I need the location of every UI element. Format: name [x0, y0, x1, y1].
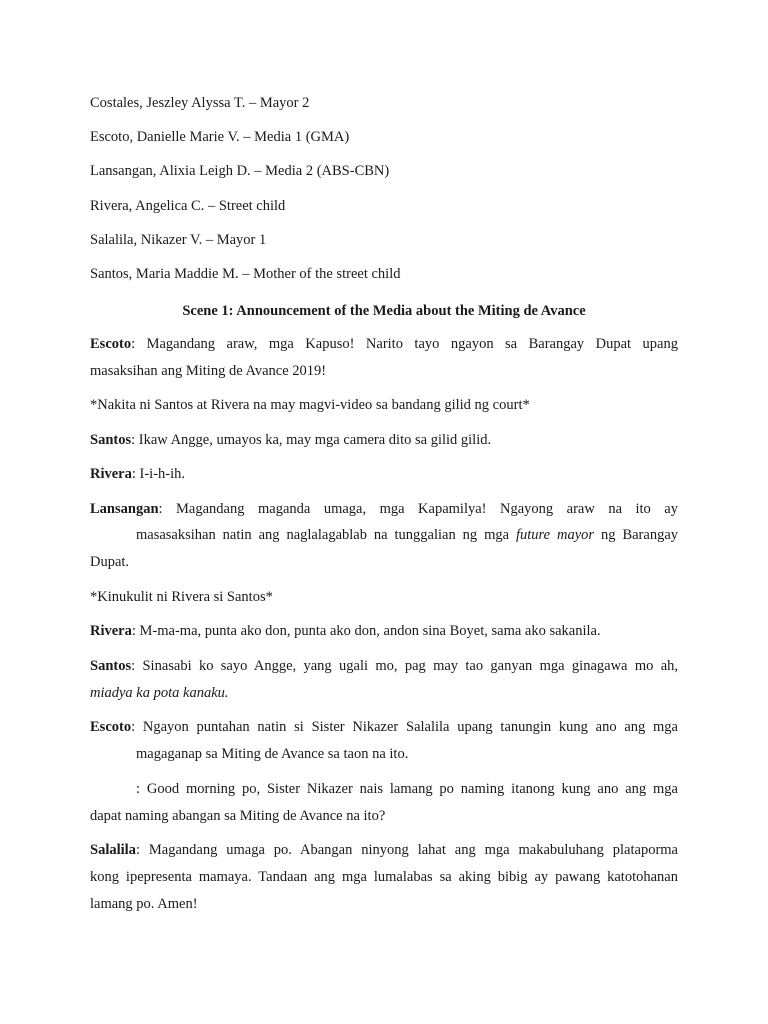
stage-direction: *Nakita ni Santos at Rivera na may magvi-video sa bandang gilid ng court*: [90, 397, 530, 413]
dialogue-continuation: Dupat.: [90, 554, 130, 570]
dialogue-line: [90, 841, 678, 859]
dialogue-line: [90, 335, 678, 353]
dialogue-continuation: masaksihan ang Miting de Avance 2019!: [90, 363, 327, 379]
speaker-name: Santos: [90, 658, 132, 674]
dialogue-text: : Magandang umaga po. Abangan ninyong lahat ang mga makabuluhang plataporma: [135, 842, 678, 858]
speaker-name: Escoto: [90, 336, 132, 352]
dialogue-text: : Magandang maganda umaga, mga Kapamilya! Ngayong araw na ito ay: [158, 501, 678, 517]
cast-line: Lansangan, Alixia Leigh D. – Media 2 (ABS-CBN): [90, 163, 390, 179]
dialogue-continuation: miadya ka pota kanaku.: [90, 685, 229, 701]
dialogue-line: : Good morning po, Sister Nikazer nais lamang po naming itanong kung ano ang mga: [136, 781, 678, 797]
dialogue-line: [90, 465, 678, 483]
speaker-name: Rivera: [90, 466, 132, 482]
dialogue-text: : Magandang araw, mga Kapuso! Narito tayo ngayon sa Barangay Dupat upang: [131, 336, 678, 352]
dialogue-line: [90, 431, 678, 449]
speaker-name: Santos: [90, 432, 132, 448]
cast-line: Costales, Jeszley Alyssa T. – Mayor 2: [90, 95, 310, 111]
speaker-name: Lansangan: [90, 501, 159, 517]
dialogue-text: : Ngayon puntahan natin si Sister Nikazer Salalila upang tanungin kung ano ang mga: [131, 719, 678, 735]
dialogue-text: : I-i-h-ih.: [131, 466, 186, 482]
dialogue-continuation: kong ipepresenta mamaya. Tandaan ang mga lumalabas sa aking bibig ay pawang katotohanan: [90, 869, 678, 885]
stage-direction: *Kinukulit ni Rivera si Santos*: [90, 589, 273, 605]
dialogue-line: [90, 500, 678, 518]
cast-line: Escoto, Danielle Marie V. – Media 1 (GMA): [90, 129, 350, 145]
dialogue-line: [90, 657, 678, 675]
scene-title: Scene 1: Announcement of the Media about the Miting de Avance: [182, 303, 586, 319]
italic-phrase: future mayor: [515, 527, 595, 543]
speaker-name: Rivera: [90, 623, 132, 639]
speaker-name: Salalila: [90, 842, 136, 858]
cast-line: Santos, Maria Maddie M. – Mother of the street child: [90, 266, 401, 282]
dialogue-continuation: magaganap sa Miting de Avance sa taon na ito.: [136, 746, 409, 762]
speaker-name: Escoto: [90, 719, 132, 735]
dialogue-line: [90, 622, 678, 640]
dialogue-text: : Ikaw Angge, umayos ka, may mga camera dito sa gilid gilid.: [131, 432, 492, 448]
cast-line: Rivera, Angelica C. – Street child: [90, 198, 286, 214]
dialogue-text: : M-ma-ma, punta ako don, punta ako don, andon sina Boyet, sama ako sakanila.: [131, 623, 601, 639]
dialogue-continuation: lamang po. Amen!: [90, 896, 198, 912]
cast-line: Salalila, Nikazer V. – Mayor 1: [90, 232, 267, 248]
dialogue-continuation: masasaksihan natin ang naglalagablab na tunggalian ng mga future mayor ng Barangay: [136, 527, 678, 543]
dialogue-text: : Sinasabi ko sayo Angge, yang ugali mo, pag may tao ganyan mga ginagawa mo ah,: [131, 658, 678, 674]
dialogue-line: [90, 718, 678, 736]
dialogue-continuation: dapat naming abangan sa Miting de Avance na ito?: [90, 808, 386, 824]
